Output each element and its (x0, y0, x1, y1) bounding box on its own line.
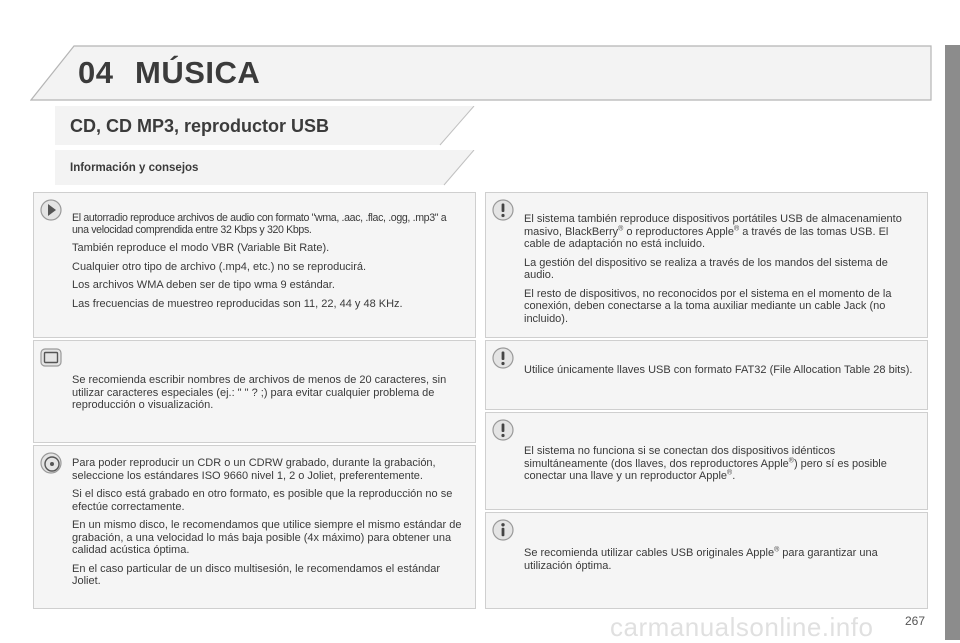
paragraph: En un mismo disco, le recomendamos que utilice siempre el mismo estándar de grabación, a una velocidad lo más baja posible (4x máximo) para obtener una calidad acústica óptima. (72, 519, 462, 556)
watermark: carmanualsonline.info (610, 612, 874, 642)
paragraph: Utilice únicamente llaves USB con formato FAT32 (File Allocation Table 28 bits). (524, 364, 913, 376)
info-panel-file-names (33, 340, 476, 443)
chapter-number: 04 (78, 55, 114, 90)
info-arrow-icon (40, 199, 62, 221)
paragraph: Se recomienda escribir nombres de archivos de menos de 20 caracteres, sin utilizar caracteres especiales (ej.: " " ? ;) para evitar cualquier problema de reproducción o visualización. (72, 374, 447, 411)
paragraph: Se recomienda utilizar cables USB originales Apple® para garantizar una utilización óptima. (524, 546, 878, 572)
screen-icon (40, 347, 62, 369)
paragraph: También reproduce el modo VBR (Variable Bit Rate). (72, 242, 330, 254)
side-tab-bar (945, 45, 960, 640)
paragraph: En el caso particular de un disco multisesión, le recomendamos el estándar Joliet. (72, 562, 441, 587)
disc-icon (40, 452, 62, 474)
section-title: CD, CD MP3, reproductor USB (70, 116, 330, 136)
chapter-title: MÚSICA (135, 55, 261, 90)
paragraph: El resto de dispositivos, no reconocidos por el sistema en el momento de la conexión, deben conectarse a la toma auxiliar mediante un cable Jack (no incluido). (524, 287, 892, 325)
paragraph: Los archivos WMA deben ser de tipo wma 9 estándar. (72, 279, 335, 291)
paragraph: El sistema no funciona si se conectan dos dispositivos idénticos simultáneamente (dos llaves, dos reproductores Apple®) pero sí es posible conectar una llave y un reproductor Apple®. (524, 445, 887, 482)
paragraph: El autorradio reproduce archivos de audio con formato "wma, .aac, .flac, .ogg, .mp3" a una velocidad comprendida entre 32 Kbps y 320 Kbps. (72, 212, 447, 236)
page-number: 267 (905, 614, 926, 628)
paragraph: Cualquier otro tipo de archivo (.mp4, etc.) no se reproducirá. (72, 260, 367, 273)
info-panel-usb-cables (485, 512, 928, 609)
info-icon (492, 519, 514, 541)
warning-icon (492, 419, 514, 441)
paragraph: El sistema también reproduce dispositivos portátiles USB de almacenamiento masivo, BlackBerry® o reproductores Apple® a través de las tomas USB. El cable de adaptación no está incluido. (524, 213, 902, 250)
paragraph: Si el disco está grabado en otro formato, es posible que la reproducción no se efectúe correctamente. (72, 488, 453, 513)
info-panel-audio-formats (33, 192, 476, 338)
warning-icon (492, 347, 514, 369)
warning-panel-usb-devices (485, 192, 928, 338)
warning-panel-identical-devices (485, 412, 928, 510)
paragraph: Para poder reproducir un CDR o un CDRW grabado, durante la grabación, seleccione los estándares ISO 9660 nivel 1, 2 o Joliet, preferentemente. (72, 457, 436, 482)
info-panel-cd-recording (33, 445, 476, 609)
subsection-title: Información y consejos (70, 162, 199, 174)
paragraph: La gestión del dispositivo se realiza a través de los mandos del sistema de audio. (524, 256, 888, 281)
warning-icon (492, 199, 514, 221)
paragraph: Las frecuencias de muestreo reproducidas son 11, 22, 44 y 48 KHz. (72, 297, 403, 310)
warning-panel-fat32 (485, 340, 928, 410)
